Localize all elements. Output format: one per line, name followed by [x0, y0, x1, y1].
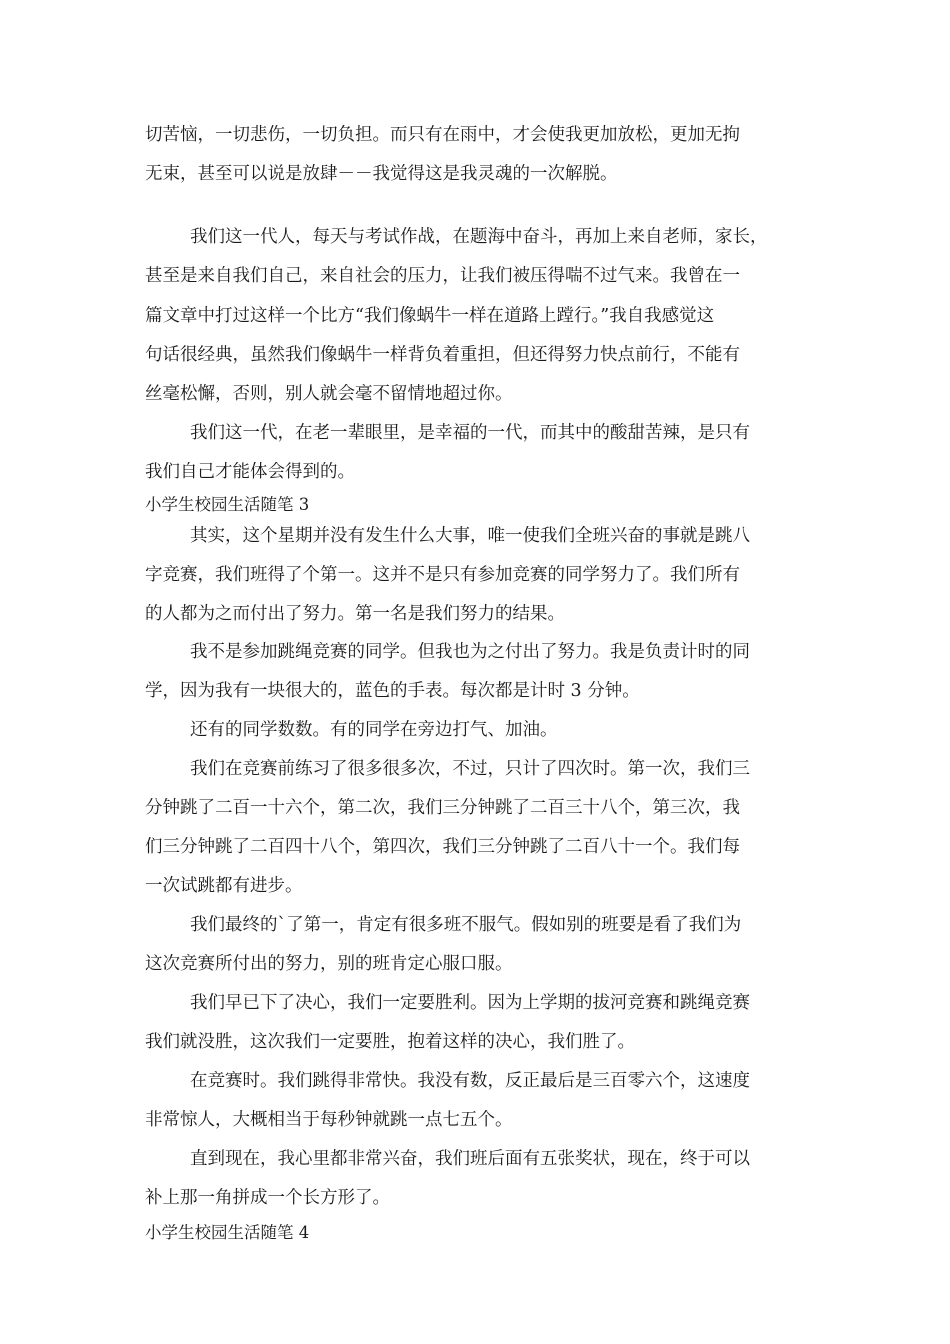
paragraph-line: 在竞赛时。我们跳得非常快。我没有数，反正最后是三百零六个，这速度 [190, 1071, 750, 1091]
paragraph-line: 的人都为之而付出了努力。第一名是我们努力的结果。 [145, 604, 565, 624]
paragraph-line: 我们自己才能体会得到的。 [145, 462, 355, 482]
paragraph-line: 句话很经典，虽然我们像蜗牛一样背负着重担，但还得努力快点前行，不能有 [145, 345, 740, 365]
paragraph-line: 我们在竞赛前练习了很多很多次，不过，只计了四次时。第一次，我们三 [190, 759, 750, 779]
paragraph-line: 们三分钟跳了二百四十八个，第四次，我们三分钟跳了二百八十一个。我们每 [145, 837, 740, 857]
section-heading: 小学生校园生活随笔 3 [145, 495, 310, 514]
paragraph-line: 还有的同学数数。有的同学在旁边打气、加油。 [190, 720, 558, 740]
paragraph-line: 非常惊人，大概相当于每秒钟就跳一点七五个。 [145, 1110, 513, 1130]
paragraph-line: 我们这一代，在老一辈眼里，是幸福的一代，而其中的酸甜苦辣，是只有 [190, 423, 750, 443]
paragraph-line: 无束，甚至可以说是放肆－－我觉得这是我灵魂的一次解脱。 [145, 164, 618, 184]
paragraph-line: 直到现在，我心里都非常兴奋，我们班后面有五张奖状，现在，终于可以 [190, 1149, 750, 1169]
paragraph-line: 字竞赛，我们班得了个第一。这并不是只有参加竞赛的同学努力了。我们所有 [145, 565, 740, 585]
paragraph-line: 一次试跳都有进步。 [145, 876, 303, 896]
paragraph-line: 分钟跳了二百一十六个，第二次，我们三分钟跳了二百三十八个，第三次，我 [145, 798, 740, 818]
paragraph-line: 我们早已下了决心，我们一定要胜利。因为上学期的拔河竞赛和跳绳竞赛 [190, 993, 750, 1013]
paragraph-line: 篇文章中打过这样一个比方“我们像蜗牛一样在道路上蹚行。”我自我感觉这 [145, 306, 715, 326]
section-heading: 小学生校园生活随笔 4 [145, 1223, 310, 1242]
paragraph-line: 丝毫松懈，否则，别人就会毫不留情地超过你。 [145, 384, 513, 404]
paragraph-line: 我们这一代人，每天与考试作战，在题海中奋斗，再加上来自老师，家长， [190, 227, 768, 247]
paragraph-line: 切苦恼，一切悲伤，一切负担。而只有在雨中，才会使我更加放松，更加无拘 [145, 125, 740, 145]
paragraph-line: 我们最终的`了第一，肯定有很多班不服气。假如别的班要是看了我们为 [190, 915, 742, 935]
paragraph-line: 其实，这个星期并没有发生什么大事，唯一使我们全班兴奋的事就是跳八 [190, 526, 750, 546]
paragraph-line: 甚至是来自我们自己，来自社会的压力，让我们被压得喘不过气来。我曾在一 [145, 266, 740, 286]
paragraph-line: 补上那一角拼成一个长方形了。 [145, 1188, 390, 1208]
paragraph-line: 这次竞赛所付出的努力，别的班肯定心服口服。 [145, 954, 513, 974]
paragraph-line: 学，因为我有一块很大的，蓝色的手表。每次都是计时 3 分钟。 [145, 681, 640, 701]
paragraph-line: 我们就没胜，这次我们一定要胜，抱着这样的决心，我们胜了。 [145, 1032, 635, 1052]
paragraph-line: 我不是参加跳绳竞赛的同学。但我也为之付出了努力。我是负责计时的同 [190, 642, 750, 662]
